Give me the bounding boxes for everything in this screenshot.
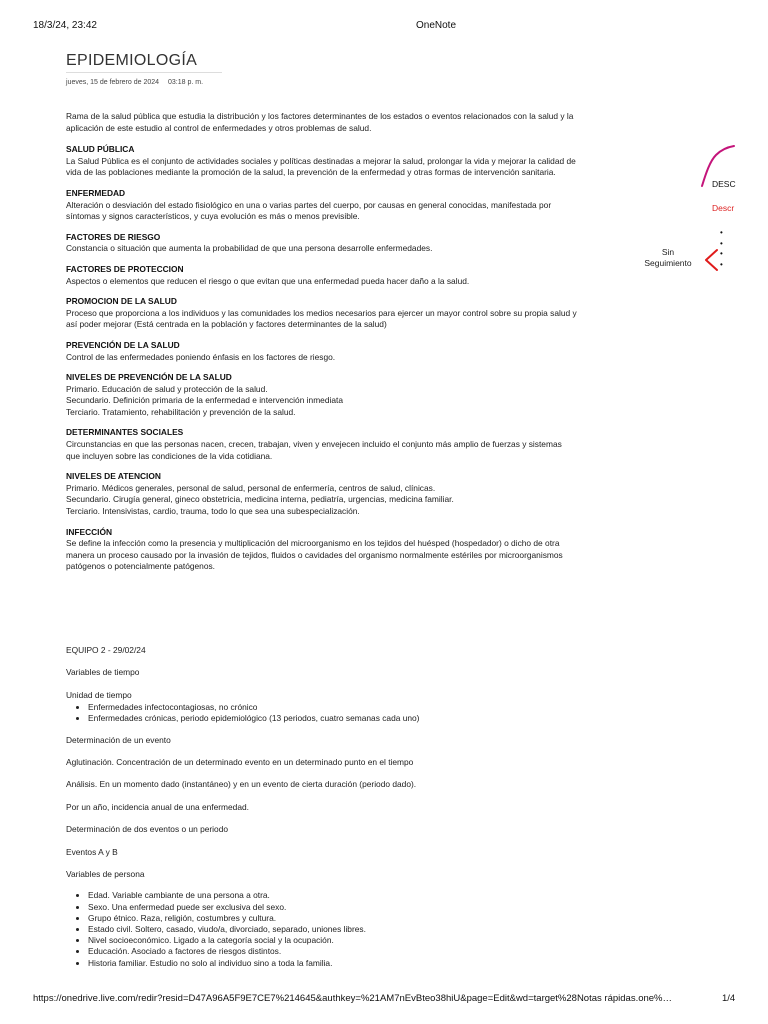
section-heading: DETERMINANTES SOCIALES bbox=[66, 427, 184, 438]
section-text: Constancia o situación que aumenta la probabilidad de que una persona desarrolle enfermedades. bbox=[66, 243, 433, 254]
section-block bbox=[66, 340, 578, 363]
list-item: • Educación. Asociado a factores de riesgos distintos. bbox=[88, 946, 578, 957]
list-item: • Enfermedades crónicas, periodo epidemiológico (13 periodos, cuatro semanas cada uno) bbox=[88, 713, 578, 724]
section-block bbox=[66, 144, 578, 179]
section-heading: NIVELES DE ATENCION bbox=[66, 471, 161, 482]
page-date: jueves, 15 de febrero de 2024 bbox=[66, 79, 160, 86]
determinacion-evento: Determinación de un evento bbox=[66, 734, 171, 745]
section-text: Proceso que proporciona a los individuos y las comunidades los medios necesarios para ejercer un mayor control sobre su propia salud y así poder mejorar (Está centrada en la población y factores determinantes de la salud) bbox=[66, 307, 577, 330]
section-text: Circunstancias en que las personas nacen, crecen, trabajan, viven y envejecen incluido el conjunto más amplio de fuerzas y sistemas que incluyen sobre las condiciones de la vida cotidiana. bbox=[66, 439, 562, 461]
section-text: Secundario. Definición primaria de la enfermedad e intervención inmediata bbox=[66, 395, 343, 406]
section-block bbox=[66, 372, 578, 418]
section-text: Terciario. Intensivistas, cardio, trauma, todo lo que sea una subespecialización. bbox=[66, 506, 360, 517]
equipo-title: EQUIPO 2 - 29/02/24 bbox=[66, 645, 146, 655]
unidad-list bbox=[66, 702, 578, 724]
side-desc-label: DESC bbox=[712, 179, 736, 189]
section-block bbox=[66, 264, 578, 287]
section-block bbox=[66, 188, 578, 223]
section-heading: NIVELES DE PREVENCIÓN DE LA SALUD bbox=[66, 372, 232, 383]
footer-url[interactable]: https://onedrive.live.com/redir?resid=D47A96A5F9E7CE7%214645&authkey=%21AM7nEvBteo38hiU&page=Edit&wd=target%28Notas rápidas.one%… bbox=[33, 993, 673, 1004]
print-header bbox=[0, 0, 768, 40]
section-text: La Salud Pública es el conjunto de actividades sociales y políticas destinadas a mejorar la salud, prolongar la vida y mejorar la calidad de vida de las poblaciones mediante la promoción de la salud, la prevención de la enfermedad y otras formas de intervención sanitaria. bbox=[66, 155, 576, 178]
section-block bbox=[66, 427, 578, 462]
page-meta bbox=[66, 79, 203, 86]
section-block bbox=[66, 471, 578, 517]
note-content bbox=[66, 111, 578, 582]
determinacion-dos: Determinación de dos eventos o un periodo bbox=[66, 824, 229, 835]
persona-list bbox=[66, 890, 578, 968]
intro-paragraph: Rama de la salud pública que estudia la distribución y los factores determinantes de los estados o eventos relacionados con la salud y la aplicación de este estudio al control de enfermedades y otros problemas de salud. bbox=[66, 111, 574, 133]
list-item: • Historia familiar. Estudio no solo al individuo sino a toda la familia. bbox=[88, 958, 578, 969]
page-title: EPIDEMIOLOGÍA bbox=[66, 52, 222, 73]
list-item: • Nivel socioeconómico. Ligado a la categoría social y la ocupación. bbox=[88, 935, 578, 946]
section-text: Primario. Educación de salud y protección de la salud. bbox=[66, 383, 268, 394]
print-app-title: OneNote bbox=[416, 20, 457, 31]
list-item: • Grupo étnico. Raza, religión, costumbres y cultura. bbox=[88, 913, 578, 924]
por-un-ano: Por un año, incidencia anual de una enfermedad. bbox=[66, 801, 249, 812]
sections-list bbox=[66, 144, 578, 573]
section-heading: FACTORES DE RIESGO bbox=[66, 231, 161, 242]
print-datetime: 18/3/24, 23:42 bbox=[33, 20, 97, 31]
ink-arrow-red-icon bbox=[703, 248, 719, 272]
section-heading: INFECCIÓN bbox=[66, 526, 113, 537]
list-item: • Enfermedades infectocontagiosas, no crónico bbox=[88, 702, 578, 713]
aglutinacion: Aglutinación. Concentración de un determinado evento en un determinado punto en el tiempo bbox=[66, 756, 414, 767]
page-time: 03:18 p. m. bbox=[168, 79, 204, 86]
variables-persona: Variables de persona bbox=[66, 868, 145, 879]
section-block bbox=[66, 527, 578, 573]
side-bullets: • • • • bbox=[720, 228, 723, 269]
list-item: • Edad. Variable cambiante de una persona a otra. bbox=[88, 890, 578, 901]
print-footer bbox=[0, 993, 768, 1013]
equipo-section bbox=[66, 645, 578, 979]
section-text: Aspectos o elementos que reducen el riesgo o que evitan que una enfermedad pueda hacer daño a la salud. bbox=[66, 275, 470, 286]
unidad-tiempo: Unidad de tiempo bbox=[66, 689, 132, 700]
list-item: • Estado civil. Soltero, casado, viudo/a, divorciado, separado, uniones libres. bbox=[88, 924, 578, 935]
section-text: Control de las enfermedades poniendo énfasis en los factores de riesgo. bbox=[66, 351, 336, 362]
eventos-ab: Eventos A y B bbox=[66, 846, 118, 857]
variables-tiempo: Variables de tiempo bbox=[66, 667, 140, 678]
list-item: • Sexo. Una enfermedad puede ser exclusiva del sexo. bbox=[88, 902, 578, 913]
section-heading: PROMOCION DE LA SALUD bbox=[66, 296, 177, 307]
section-block bbox=[66, 232, 578, 255]
page-count: 1/4 bbox=[722, 993, 736, 1004]
section-heading: SALUD PÚBLICA bbox=[66, 144, 135, 155]
section-text: Primario. Médicos generales, personal de salud, personal de enfermería, centros de salud, clínicas. bbox=[66, 482, 436, 493]
side-desc-red: Descr bbox=[712, 203, 735, 213]
section-text: Alteración o desviación del estado fisiológico en una o varias partes del cuerpo, por causas en general conocidas, manifestada por síntomas y signos característicos, y cuya evolución es más o menos previsible. bbox=[66, 199, 552, 222]
section-text: Se define la infección como la presencia y multiplicación del microorganismo en los tejidos del huésped (hospedador) o dicho de otra manera un proceso causado por la invasión de tejidos, fluidos o cavidades del organismo normalmente estériles por microorganismos patógenos o potencialmente patógenos. bbox=[66, 538, 563, 572]
sin-seguimiento-label: Sin Seguimiento bbox=[644, 247, 692, 268]
section-heading: ENFERMEDAD bbox=[66, 187, 126, 198]
section-block bbox=[66, 296, 578, 331]
section-text: Terciario. Tratamiento, rehabilitación y prevención de la salud. bbox=[66, 406, 296, 417]
section-heading: FACTORES DE PROTECCION bbox=[66, 263, 184, 274]
section-text: Secundario. Cirugía general, gineco obstetricia, medicina interna, pediatría, urgencias, medicina familiar. bbox=[66, 494, 454, 505]
analisis: Análisis. En un momento dado (instantáneo) y en un evento de cierta duración (periodo dado). bbox=[66, 779, 417, 790]
section-heading: PREVENCIÓN DE LA SALUD bbox=[66, 339, 180, 350]
